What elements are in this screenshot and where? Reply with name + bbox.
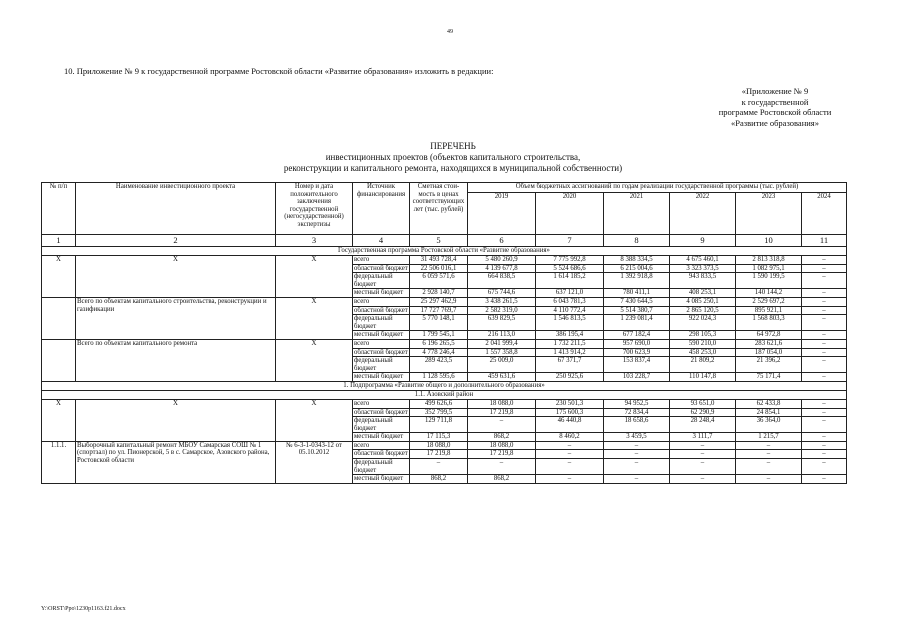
budget-value: – <box>802 408 847 417</box>
budget-value: – <box>604 459 670 475</box>
page-number: 49 <box>447 29 453 35</box>
estimated-cost: 352 799,5 <box>410 408 468 417</box>
table-row <box>42 339 847 348</box>
budget-value: – <box>736 475 802 484</box>
budget-value: 637 121,0 <box>536 289 604 298</box>
budget-value: – <box>802 273 847 289</box>
budget-value: 780 411,1 <box>604 289 670 298</box>
estimated-cost: 499 626,6 <box>410 399 468 408</box>
row-number: Х <box>42 399 76 441</box>
appendix-line: «Развитие образования» <box>731 117 819 128</box>
header-year: 2019 <box>468 193 536 235</box>
budget-value: – <box>802 306 847 315</box>
section-row-subprogram <box>42 381 847 390</box>
budget-value: – <box>802 264 847 273</box>
budget-value: 2 582 319,0 <box>468 306 536 315</box>
header-budget-group: Объем бюджетных ассигнований по годам реализации государственной программы (тыс. рублей) <box>468 183 847 193</box>
budget-value: – <box>536 441 604 450</box>
section-title: 1.1. Азовский район <box>42 390 847 399</box>
title-line: инвестиционных проектов (объектов капитального строительства, <box>325 152 581 162</box>
investment-projects-table <box>41 182 847 484</box>
budget-value: 153 837,4 <box>604 357 670 373</box>
header-year: 2024 <box>802 193 847 235</box>
budget-value: 93 651,0 <box>670 399 736 408</box>
budget-value: – <box>736 459 802 475</box>
budget-value: 140 144,2 <box>736 289 802 298</box>
budget-value: 943 833,5 <box>670 273 736 289</box>
budget-value: 2 529 697,2 <box>736 297 802 306</box>
estimated-cost: 18 088,0 <box>410 441 468 450</box>
budget-value: – <box>802 357 847 373</box>
budget-value: 72 834,4 <box>604 408 670 417</box>
appendix-line: «Приложение № 9 <box>741 86 809 96</box>
budget-value: 1 082 975,1 <box>736 264 802 273</box>
budget-value: 868,2 <box>468 433 536 442</box>
budget-value: 24 854,1 <box>736 408 802 417</box>
estimated-cost: 25 297 462,9 <box>410 297 468 306</box>
budget-value: 2 865 120,5 <box>670 306 736 315</box>
appendix-line: программе Ростовской области <box>718 107 832 117</box>
budget-value: 868,2 <box>468 475 536 484</box>
column-number: 10 <box>736 235 802 247</box>
budget-value: – <box>802 331 847 340</box>
funding-source: всего <box>353 399 410 408</box>
project-name: Х <box>76 256 276 298</box>
column-number-row <box>42 235 847 247</box>
section-title: Государственная программа Ростовской области «Развитие образования» <box>42 247 847 256</box>
estimated-cost: 31 493 728,4 <box>410 256 468 265</box>
budget-value: 64 972,8 <box>736 331 802 340</box>
budget-value: – <box>604 441 670 450</box>
column-number: 5 <box>410 235 468 247</box>
budget-value: 18 088,0 <box>468 441 536 450</box>
project-name: Х <box>76 399 276 441</box>
budget-value: – <box>670 450 736 459</box>
budget-value: – <box>802 459 847 475</box>
budget-value: – <box>802 315 847 331</box>
budget-value: 17 219,8 <box>468 408 536 417</box>
budget-value: 458 253,0 <box>670 348 736 357</box>
budget-value: 18 658,6 <box>604 417 670 433</box>
budget-value: – <box>802 297 847 306</box>
appendix-note <box>700 86 850 128</box>
budget-value: 4 110 772,4 <box>536 306 604 315</box>
estimated-cost: 2 928 140,7 <box>410 289 468 298</box>
budget-value: 664 838,5 <box>468 273 536 289</box>
budget-value: 67 371,7 <box>536 357 604 373</box>
funding-source: федеральный бюджет <box>353 315 410 331</box>
table-row <box>42 297 847 306</box>
funding-source: федеральный бюджет <box>353 273 410 289</box>
project-name: Всего по объектам капитального ремонта <box>76 339 276 381</box>
budget-value: 386 195,4 <box>536 331 604 340</box>
budget-value: 590 210,0 <box>670 339 736 348</box>
column-number: 11 <box>802 235 847 247</box>
title-heading: ПЕРЕЧЕНЬ <box>430 141 476 151</box>
table-row <box>42 256 847 265</box>
funding-source: областной бюджет <box>354 306 408 314</box>
budget-value: 230 501,3 <box>536 399 604 408</box>
estimated-cost: 1 128 595,6 <box>410 373 468 382</box>
title-line: реконструкции и капитального ремонта, находящихся в муниципальной собственности) <box>283 163 623 173</box>
budget-value: 5 480 260,9 <box>468 256 536 265</box>
funding-source: местный бюджет <box>353 373 410 382</box>
expertise-reference: Х <box>276 339 353 381</box>
budget-value: – <box>604 475 670 484</box>
estimated-cost: 289 423,5 <box>410 357 468 373</box>
funding-source: областной бюджет <box>354 264 408 272</box>
budget-value: – <box>802 441 847 450</box>
appendix-line: к государственной <box>741 96 809 107</box>
table-row <box>42 441 847 450</box>
budget-value: 216 113,0 <box>468 331 536 340</box>
budget-value: 408 253,1 <box>670 289 736 298</box>
budget-value: – <box>736 450 802 459</box>
budget-value: 2 041 999,4 <box>468 339 536 348</box>
budget-value: – <box>536 450 604 459</box>
header-expertise: Номер и дата положительного заключения государственной (негосударственной) экспертизы <box>276 183 353 235</box>
column-number: 2 <box>76 235 276 247</box>
budget-value: 2 813 318,8 <box>736 256 802 265</box>
budget-value: – <box>468 417 536 433</box>
budget-value: 1 614 185,2 <box>536 273 604 289</box>
budget-value: 5 524 686,6 <box>536 264 604 273</box>
budget-value: 4 085 250,1 <box>670 297 736 306</box>
budget-value: 3 459,5 <box>604 433 670 442</box>
budget-value: 283 621,6 <box>736 339 802 348</box>
budget-value: 21 809,2 <box>670 357 736 373</box>
budget-value: – <box>802 373 847 382</box>
budget-value: 28 248,4 <box>670 417 736 433</box>
funding-source: федеральный бюджет <box>353 417 410 433</box>
funding-source: областной бюджет <box>354 450 408 458</box>
budget-value: 46 440,8 <box>536 417 604 433</box>
estimated-cost: – <box>410 459 468 475</box>
budget-value: 459 631,6 <box>468 373 536 382</box>
intro-text: 10. Приложение № 9 к государственной программе Ростовской области «Развитие образования» изложить в редакции: <box>64 66 494 76</box>
budget-value: – <box>802 433 847 442</box>
budget-value: 25 009,0 <box>468 357 536 373</box>
budget-value: 187 054,0 <box>736 348 802 357</box>
column-number: 6 <box>468 235 536 247</box>
section-row-district <box>42 390 847 399</box>
budget-value: 103 228,7 <box>604 373 670 382</box>
estimated-cost: 17 727 769,7 <box>410 306 468 315</box>
budget-value: 17 219,8 <box>468 450 536 459</box>
budget-value: 677 182,4 <box>604 331 670 340</box>
estimated-cost: 17 115,3 <box>410 433 468 442</box>
budget-value: 3 111,7 <box>670 433 736 442</box>
budget-value: 18 088,0 <box>468 399 536 408</box>
column-number: 3 <box>276 235 353 247</box>
budget-value: 250 925,6 <box>536 373 604 382</box>
project-name: Выборочный капитальный ремонт МБОУ Самарская СОШ № 1 (спортзал) по ул. Пионерской, 5 в с. Самарское, Азовского района, Ростовской области <box>76 441 276 483</box>
budget-value: 1 557 358,8 <box>468 348 536 357</box>
budget-value: 4 139 677,8 <box>468 264 536 273</box>
project-name: Всего по объектам капитального строительства, реконструкции и газификации <box>76 297 276 339</box>
budget-value: 75 171,4 <box>736 373 802 382</box>
budget-value: – <box>670 459 736 475</box>
budget-value: 7 430 644,5 <box>604 297 670 306</box>
estimated-cost: 868,2 <box>410 475 468 484</box>
budget-value: – <box>802 450 847 459</box>
estimated-cost: 17 219,8 <box>410 450 468 459</box>
row-number <box>42 339 76 381</box>
budget-value: 1 215,7 <box>736 433 802 442</box>
budget-value: – <box>468 459 536 475</box>
budget-value: 1 590 199,5 <box>736 273 802 289</box>
budget-value: – <box>670 441 736 450</box>
expertise-reference: Х <box>276 256 353 298</box>
funding-source: областной бюджет <box>354 348 408 356</box>
budget-value: 21 396,2 <box>736 357 802 373</box>
budget-value: – <box>802 417 847 433</box>
estimated-cost: 1 799 545,1 <box>410 331 468 340</box>
funding-source: всего <box>353 256 410 265</box>
estimated-cost: 5 770 148,1 <box>410 315 468 331</box>
expertise-reference: Х <box>276 399 353 441</box>
budget-value: 1 568 803,3 <box>736 315 802 331</box>
funding-source: федеральный бюджет <box>353 357 410 373</box>
column-number: 1 <box>42 235 76 247</box>
budget-value: – <box>670 475 736 484</box>
budget-value: – <box>802 339 847 348</box>
budget-value: – <box>802 475 847 484</box>
budget-value: 957 690,0 <box>604 339 670 348</box>
column-number: 4 <box>353 235 410 247</box>
estimated-cost: 22 506 016,1 <box>410 264 468 273</box>
budget-value: 3 438 261,5 <box>468 297 536 306</box>
budget-value: 8 460,2 <box>536 433 604 442</box>
header-year: 2021 <box>604 193 670 235</box>
header-num: № п/п <box>42 183 76 235</box>
budget-value: 62 433,8 <box>736 399 802 408</box>
header-year: 2023 <box>736 193 802 235</box>
funding-source: местный бюджет <box>353 433 410 442</box>
budget-value: 298 105,3 <box>670 331 736 340</box>
funding-source: федеральный бюджет <box>353 459 410 475</box>
header-cost: Сметная стои-мость в ценах соответствующих лет (тыс. рублей) <box>410 183 468 235</box>
budget-value: 922 024,3 <box>670 315 736 331</box>
header-source: Источник финансирования <box>353 183 410 235</box>
budget-value: 1 413 914,2 <box>536 348 604 357</box>
estimated-cost: 4 778 246,4 <box>410 348 468 357</box>
funding-source: областной бюджет <box>354 408 408 416</box>
budget-value: 6 215 004,6 <box>604 264 670 273</box>
budget-value: 1 732 211,5 <box>536 339 604 348</box>
funding-source: местный бюджет <box>353 331 410 340</box>
budget-value: 675 744,6 <box>468 289 536 298</box>
budget-value: 639 829,5 <box>468 315 536 331</box>
row-number <box>42 297 76 339</box>
estimated-cost: 129 711,8 <box>410 417 468 433</box>
budget-value: 895 921,1 <box>736 306 802 315</box>
column-number: 7 <box>536 235 604 247</box>
budget-value: 175 600,3 <box>536 408 604 417</box>
row-number: 1.1.1. <box>42 441 76 483</box>
column-number: 8 <box>604 235 670 247</box>
budget-value: – <box>802 348 847 357</box>
budget-value: 4 675 460,1 <box>670 256 736 265</box>
budget-value: 6 043 781,3 <box>536 297 604 306</box>
expertise-reference: № 6-3-1-0343-12 от 05.10.2012 <box>276 441 353 483</box>
budget-value: 7 775 992,8 <box>536 256 604 265</box>
budget-value: 1 546 813,5 <box>536 315 604 331</box>
budget-value: 8 388 334,5 <box>604 256 670 265</box>
row-number: Х <box>42 256 76 298</box>
budget-value: 700 623,9 <box>604 348 670 357</box>
budget-value: 62 290,9 <box>670 408 736 417</box>
header-year: 2022 <box>670 193 736 235</box>
funding-source: местный бюджет <box>353 289 410 298</box>
budget-value: – <box>736 441 802 450</box>
column-number: 9 <box>670 235 736 247</box>
section-row-program <box>42 247 847 256</box>
header-year: 2020 <box>536 193 604 235</box>
funding-source: всего <box>353 297 410 306</box>
funding-source: всего <box>353 441 410 450</box>
document-title <box>240 141 666 174</box>
funding-source: всего <box>353 339 410 348</box>
budget-value: – <box>802 256 847 265</box>
budget-value: 36 364,0 <box>736 417 802 433</box>
budget-value: 1 239 081,4 <box>604 315 670 331</box>
estimated-cost: 6 059 571,6 <box>410 273 468 289</box>
budget-value: 110 147,8 <box>670 373 736 382</box>
budget-value: – <box>802 289 847 298</box>
budget-value: – <box>536 459 604 475</box>
funding-source: местный бюджет <box>353 475 410 484</box>
header-project-name: Наименование инвестиционного проекта <box>76 183 276 235</box>
budget-value: 5 514 380,7 <box>604 306 670 315</box>
expertise-reference: Х <box>276 297 353 339</box>
budget-value: 1 392 918,8 <box>604 273 670 289</box>
budget-value: – <box>802 399 847 408</box>
budget-value: – <box>604 450 670 459</box>
estimated-cost: 6 196 265,5 <box>410 339 468 348</box>
table-row <box>42 399 847 408</box>
file-path-footer: Y:\ORST\Ppo\1230p1163.f21.docx <box>41 606 126 612</box>
budget-value: 3 323 373,5 <box>670 264 736 273</box>
budget-value: 94 952,5 <box>604 399 670 408</box>
section-title: 1. Подпрограмма «Развитие общего и дополнительного образования» <box>42 381 847 390</box>
budget-value: – <box>536 475 604 484</box>
